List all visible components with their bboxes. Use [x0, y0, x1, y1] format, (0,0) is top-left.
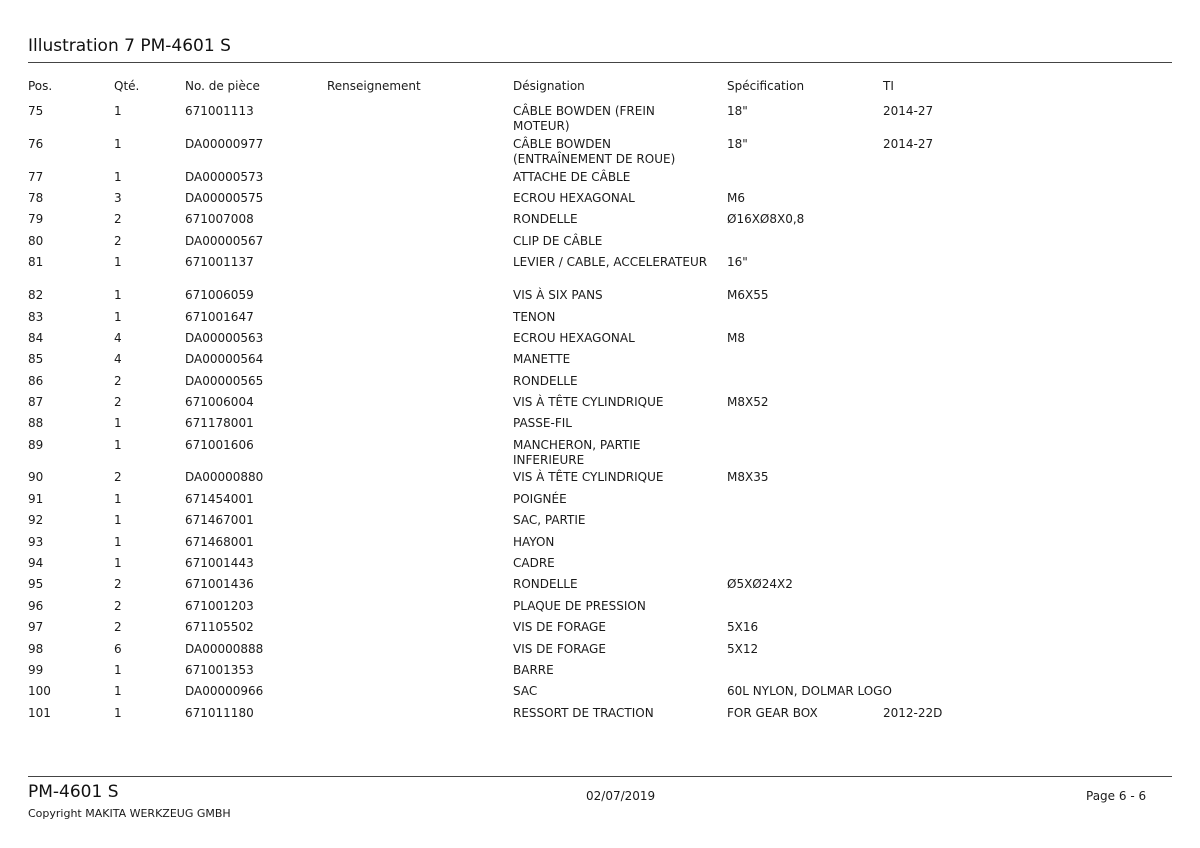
- cell-qty: 1: [114, 663, 122, 677]
- footer-copyright: Copyright MAKITA WERKZEUG GMBH: [28, 807, 231, 820]
- cell-qty: 1: [114, 310, 122, 324]
- cell-pos: 98: [28, 642, 44, 656]
- cell-designation: ECROU HEXAGONAL: [513, 191, 635, 205]
- column-header-info: Renseignement: [327, 79, 421, 93]
- cell-pos: 82: [28, 288, 44, 302]
- cell-qty: 1: [114, 170, 122, 184]
- cell-part-number: DA00000563: [185, 331, 264, 345]
- cell-designation: TENON: [513, 310, 556, 324]
- cell-pos: 93: [28, 535, 44, 549]
- cell-part-number: 671178001: [185, 416, 254, 430]
- cell-specification: 5X12: [727, 642, 759, 656]
- cell-designation: POIGNÉE: [513, 492, 567, 506]
- cell-pos: 89: [28, 438, 44, 452]
- cell-qty: 4: [114, 352, 122, 366]
- cell-qty: 4: [114, 331, 122, 345]
- cell-pos: 80: [28, 234, 44, 248]
- cell-pos: 94: [28, 556, 44, 570]
- cell-part-number: 671468001: [185, 535, 254, 549]
- cell-part-number: 671001137: [185, 255, 254, 269]
- cell-designation: CÂBLE BOWDEN (ENTRAÎNEMENT DE ROUE): [513, 137, 676, 166]
- cell-part-number: 671001113: [185, 104, 254, 118]
- column-header-specification: Spécification: [727, 79, 805, 93]
- cell-qty: 2: [114, 395, 122, 409]
- column-header-qty: Qté.: [114, 79, 140, 93]
- cell-pos: 95: [28, 577, 44, 591]
- cell-designation: RONDELLE: [513, 577, 578, 591]
- cell-qty: 1: [114, 288, 122, 302]
- cell-designation: MANCHERON, PARTIE INFERIEURE: [513, 438, 641, 467]
- cell-specification: 60L NYLON, DOLMAR LOGO: [727, 684, 892, 698]
- cell-ti: 2014-27: [883, 104, 934, 118]
- cell-pos: 101: [28, 706, 51, 720]
- cell-part-number: DA00000565: [185, 374, 264, 388]
- cell-specification: M8X35: [727, 470, 769, 484]
- cell-designation: CADRE: [513, 556, 555, 570]
- cell-qty: 1: [114, 438, 122, 452]
- cell-pos: 91: [28, 492, 44, 506]
- cell-designation: VIS DE FORAGE: [513, 642, 606, 656]
- cell-part-number: DA00000966: [185, 684, 264, 698]
- cell-part-number: 671467001: [185, 513, 254, 527]
- cell-designation: RONDELLE: [513, 374, 578, 388]
- cell-part-number: DA00000573: [185, 170, 264, 184]
- cell-pos: 97: [28, 620, 44, 634]
- cell-part-number: 671001606: [185, 438, 254, 452]
- cell-part-number: DA00000567: [185, 234, 264, 248]
- cell-pos: 77: [28, 170, 44, 184]
- footer-date: 02/07/2019: [586, 789, 656, 803]
- cell-pos: 86: [28, 374, 44, 388]
- cell-pos: 79: [28, 212, 44, 226]
- cell-designation: ECROU HEXAGONAL: [513, 331, 635, 345]
- cell-specification: FOR GEAR BOX: [727, 706, 818, 720]
- cell-part-number: 671001647: [185, 310, 254, 324]
- column-header-part-number: No. de pièce: [185, 79, 260, 93]
- bottom-divider: [28, 776, 1172, 777]
- column-header-designation: Désignation: [513, 79, 585, 93]
- cell-qty: 6: [114, 642, 122, 656]
- cell-designation: MANETTE: [513, 352, 571, 366]
- cell-ti: 2012-22D: [883, 706, 943, 720]
- cell-pos: 100: [28, 684, 51, 698]
- cell-designation: VIS DE FORAGE: [513, 620, 606, 634]
- cell-part-number: DA00000575: [185, 191, 264, 205]
- cell-designation: RESSORT DE TRACTION: [513, 706, 654, 720]
- footer-page-number: Page 6 - 6: [1086, 789, 1147, 803]
- cell-qty: 2: [114, 599, 122, 613]
- cell-qty: 2: [114, 470, 122, 484]
- cell-part-number: DA00000977: [185, 137, 264, 151]
- cell-part-number: 671454001: [185, 492, 254, 506]
- cell-specification: M6: [727, 191, 745, 205]
- cell-specification: 16": [727, 255, 748, 269]
- cell-pos: 78: [28, 191, 44, 205]
- cell-specification: 18": [727, 137, 748, 151]
- cell-pos: 81: [28, 255, 44, 269]
- cell-part-number: 671006004: [185, 395, 254, 409]
- cell-designation: CLIP DE CÂBLE: [513, 234, 603, 248]
- cell-specification: M6X55: [727, 288, 769, 302]
- cell-ti: 2014-27: [883, 137, 934, 151]
- cell-qty: 1: [114, 513, 122, 527]
- cell-pos: 92: [28, 513, 44, 527]
- cell-designation: HAYON: [513, 535, 555, 549]
- cell-specification: M8: [727, 331, 745, 345]
- cell-pos: 99: [28, 663, 44, 677]
- cell-pos: 85: [28, 352, 44, 366]
- cell-qty: 2: [114, 577, 122, 591]
- cell-qty: 1: [114, 706, 122, 720]
- cell-part-number: 671001436: [185, 577, 254, 591]
- cell-designation: VIS À TÊTE CYLINDRIQUE: [513, 395, 664, 409]
- cell-pos: 76: [28, 137, 44, 151]
- cell-designation: LEVIER / CABLE, ACCELERATEUR: [513, 255, 708, 269]
- top-divider: [28, 62, 1172, 63]
- cell-qty: 2: [114, 212, 122, 226]
- cell-part-number: 671001353: [185, 663, 254, 677]
- cell-qty: 1: [114, 255, 122, 269]
- cell-designation: VIS À SIX PANS: [513, 288, 603, 302]
- cell-qty: 1: [114, 684, 122, 698]
- cell-part-number: 671007008: [185, 212, 254, 226]
- cell-designation: PLAQUE DE PRESSION: [513, 599, 646, 613]
- cell-designation: BARRE: [513, 663, 554, 677]
- cell-part-number: 671105502: [185, 620, 254, 634]
- column-header-pos: Pos.: [28, 79, 53, 93]
- cell-designation: SAC: [513, 684, 538, 698]
- cell-designation: CÂBLE BOWDEN (FREIN MOTEUR): [513, 104, 655, 133]
- cell-specification: 18": [727, 104, 748, 118]
- cell-part-number: 671006059: [185, 288, 254, 302]
- cell-designation: SAC, PARTIE: [513, 513, 586, 527]
- cell-part-number: DA00000880: [185, 470, 264, 484]
- cell-qty: 1: [114, 535, 122, 549]
- cell-specification: Ø16XØ8X0,8: [727, 212, 805, 226]
- cell-pos: 84: [28, 331, 44, 345]
- cell-specification: M8X52: [727, 395, 769, 409]
- cell-designation: VIS À TÊTE CYLINDRIQUE: [513, 470, 664, 484]
- cell-part-number: 671001203: [185, 599, 254, 613]
- cell-designation: ATTACHE DE CÂBLE: [513, 170, 631, 184]
- cell-designation: PASSE-FIL: [513, 416, 572, 430]
- cell-part-number: 671011180: [185, 706, 254, 720]
- cell-pos: 75: [28, 104, 44, 118]
- cell-specification: 5X16: [727, 620, 759, 634]
- cell-designation: RONDELLE: [513, 212, 578, 226]
- cell-qty: 2: [114, 374, 122, 388]
- cell-qty: 2: [114, 620, 122, 634]
- cell-pos: 88: [28, 416, 44, 430]
- cell-part-number: DA00000888: [185, 642, 264, 656]
- cell-qty: 3: [114, 191, 122, 205]
- column-header-ti: TI: [883, 79, 894, 93]
- cell-part-number: DA00000564: [185, 352, 264, 366]
- cell-qty: 2: [114, 234, 122, 248]
- footer-model: PM-4601 S: [28, 782, 119, 802]
- cell-pos: 96: [28, 599, 44, 613]
- cell-qty: 1: [114, 492, 122, 506]
- cell-qty: 1: [114, 137, 122, 151]
- cell-pos: 87: [28, 395, 44, 409]
- cell-specification: Ø5XØ24X2: [727, 577, 793, 591]
- page-title: Illustration 7 PM-4601 S: [28, 36, 231, 56]
- cell-part-number: 671001443: [185, 556, 254, 570]
- cell-pos: 83: [28, 310, 44, 324]
- cell-qty: 1: [114, 104, 122, 118]
- cell-qty: 1: [114, 556, 122, 570]
- cell-pos: 90: [28, 470, 44, 484]
- cell-qty: 1: [114, 416, 122, 430]
